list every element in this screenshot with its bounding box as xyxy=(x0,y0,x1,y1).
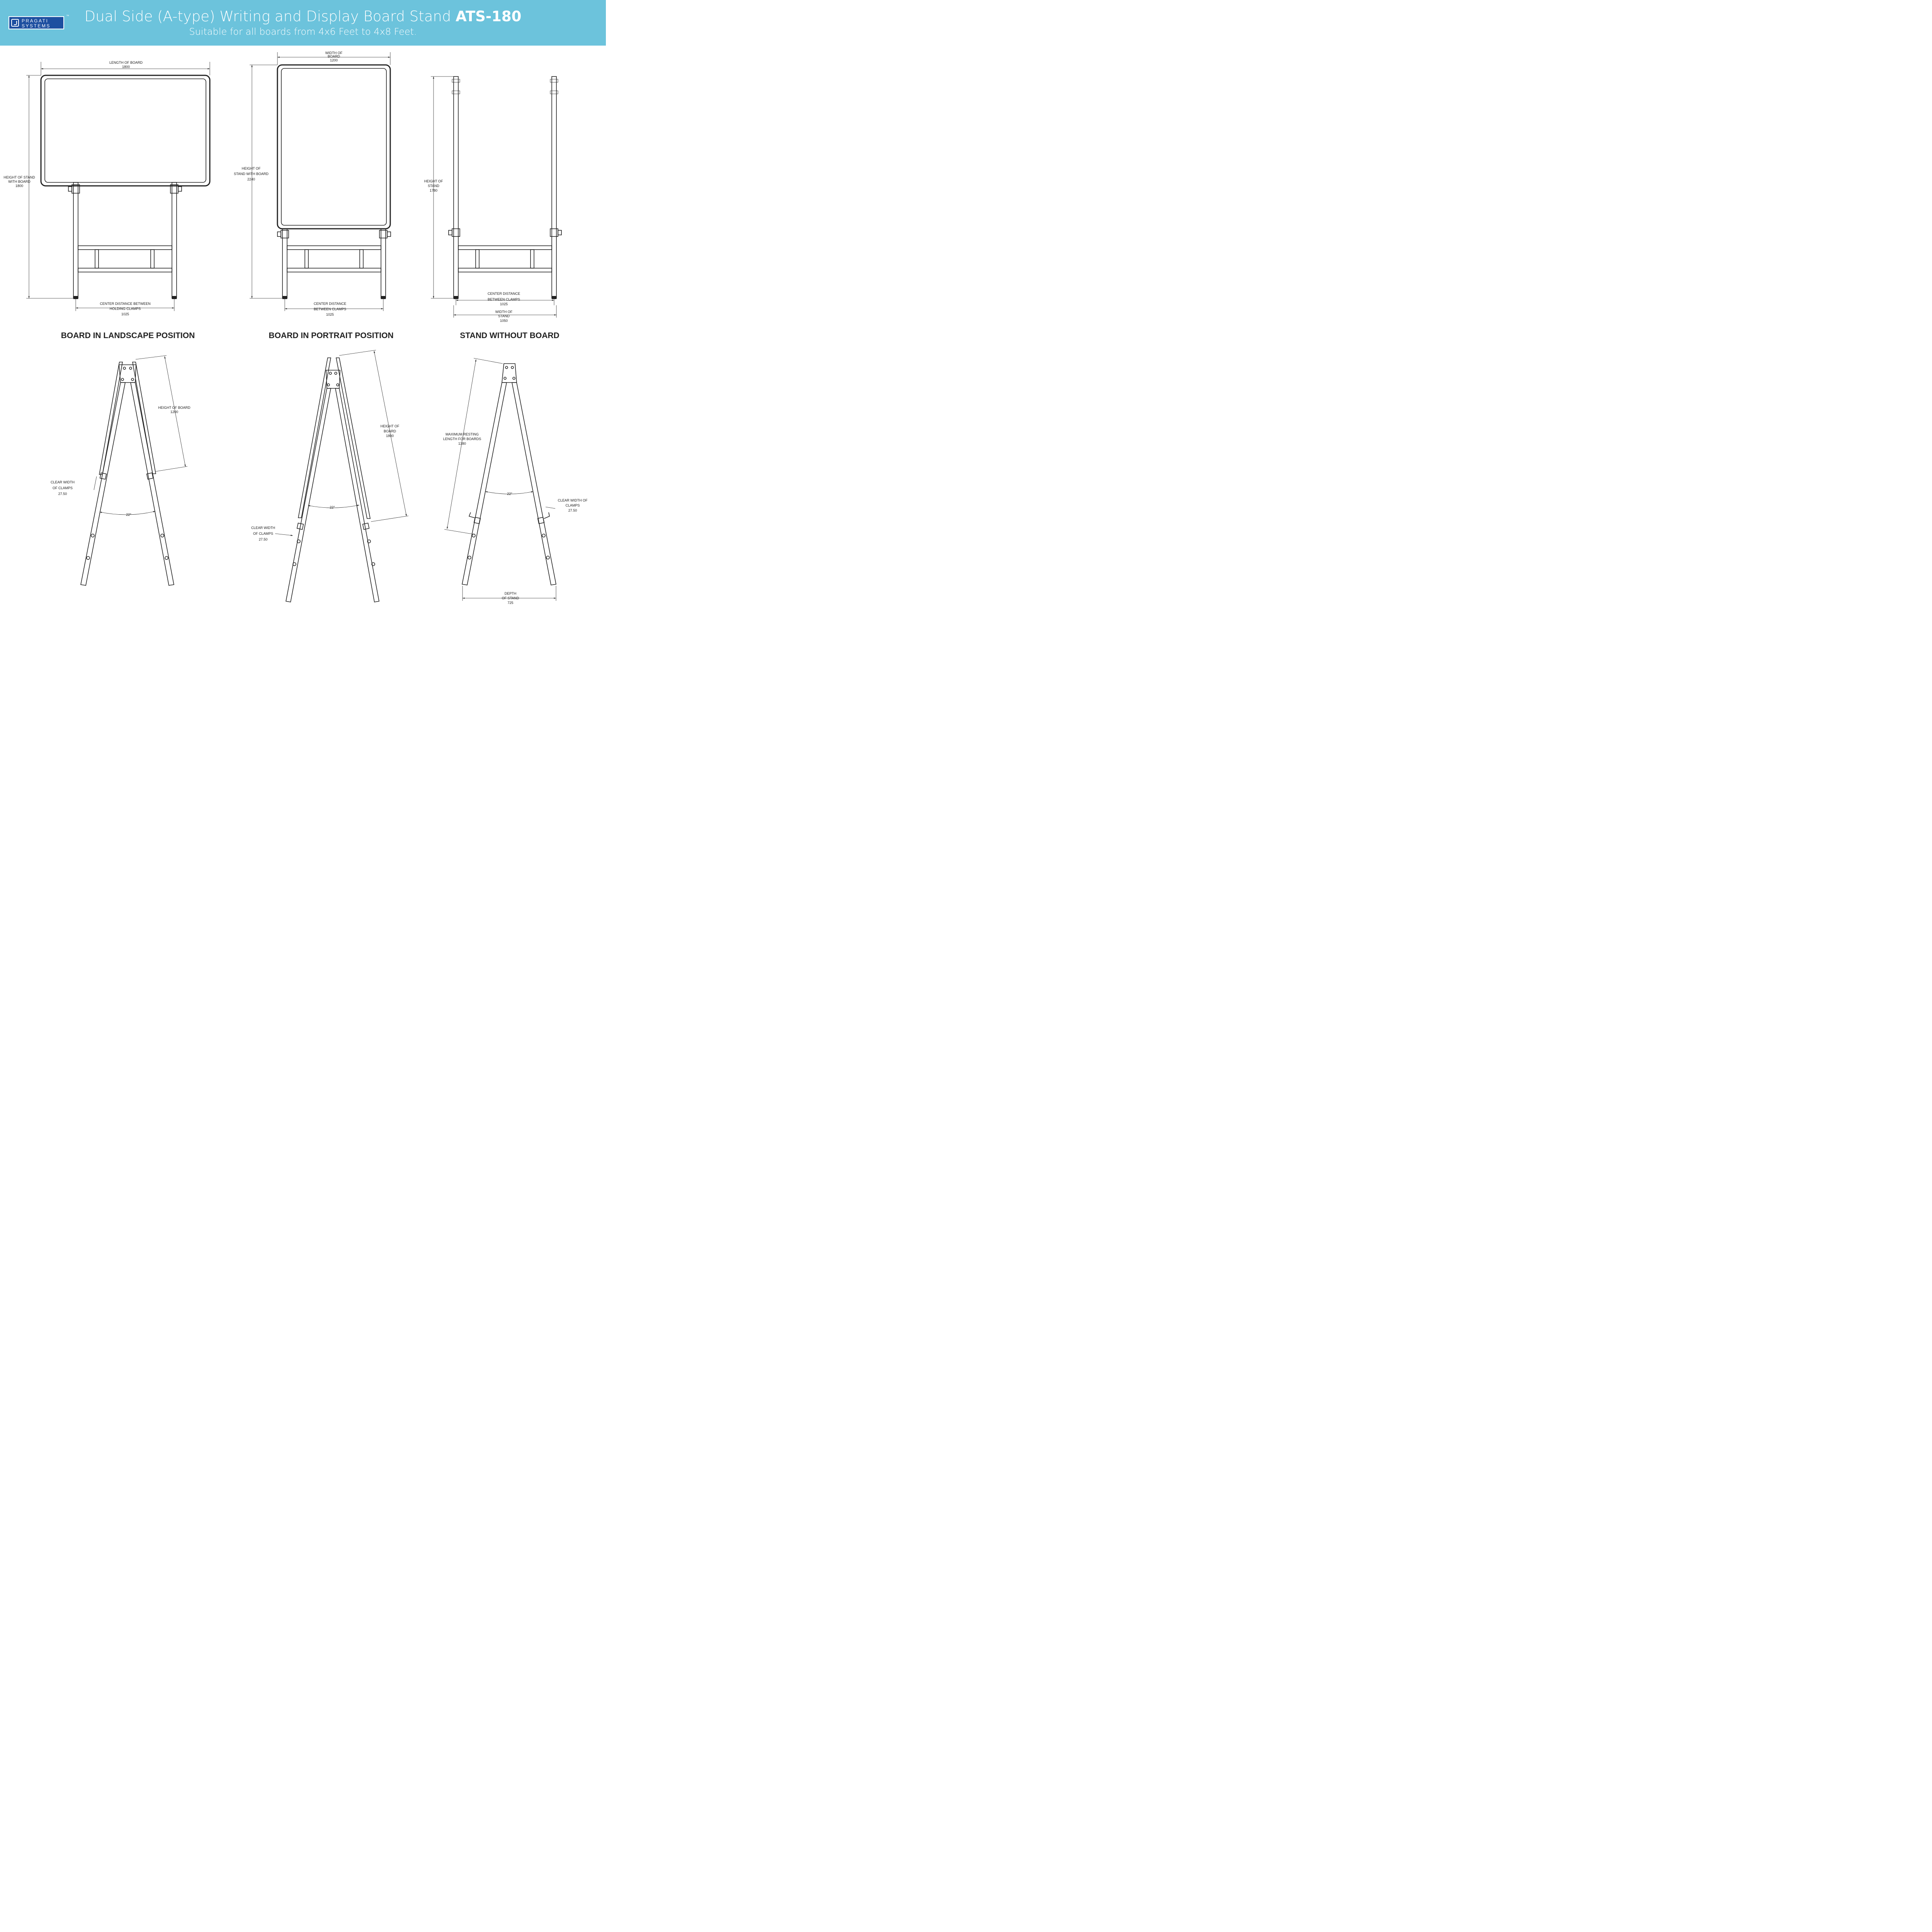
title-main: Dual Side (A-type) Writing and Display Board Stand xyxy=(84,8,451,25)
landscape-side-left-leg xyxy=(81,383,125,585)
stand-side-resting-label-1: MAXIMUM RESTING xyxy=(445,432,479,436)
landscape-center-label-2: HOLDING CLAMPS xyxy=(109,307,141,311)
stand-upper-crossbar xyxy=(458,246,552,250)
landscape-center-label-1: CENTER DISTANCE BETWEEN xyxy=(100,302,151,306)
stand-side-depth-label-1: DEPTH xyxy=(504,592,517,595)
landscape-right-knob xyxy=(178,187,182,191)
stand-right-post xyxy=(552,77,556,298)
page-subtitle: Suitable for all boards from 4x6 Feet to 4x8 Feet. xyxy=(189,26,417,37)
portrait-right-brace xyxy=(360,250,363,268)
portrait-side-right-clamp xyxy=(363,523,369,530)
portrait-right-clamp xyxy=(379,230,387,238)
stand-side-clamp-label-2: CLAMPS xyxy=(565,503,580,507)
portrait-side-clamp-label-2: OF CLAMPS xyxy=(253,532,274,536)
landscape-length-label: LENGTH OF BOARD xyxy=(109,61,143,65)
landscape-side-clamp-label-2: OF CLAMPS xyxy=(52,486,73,490)
stand-height-value: 1780 xyxy=(429,189,438,192)
portrait-side-clamp-label-1: CLEAR WIDTH xyxy=(251,526,276,530)
portrait-side-angle: 22° xyxy=(330,505,335,509)
portrait-width-label-1: WIDTH OF xyxy=(325,51,343,55)
portrait-width-value: 1200 xyxy=(330,58,338,62)
portrait-side-view xyxy=(251,350,408,602)
portrait-side-board-height-label-2: BOARD xyxy=(383,429,396,433)
landscape-left-brace xyxy=(95,250,99,268)
portrait-side-right-leg xyxy=(335,388,379,602)
stand-width-label-2: STAND xyxy=(498,314,510,318)
stand-side-depth-value: 725 xyxy=(507,601,514,605)
stand-center-label-1: CENTER DISTANCE xyxy=(487,292,520,296)
header-banner xyxy=(0,0,606,46)
stand-center-value: 1025 xyxy=(500,302,508,306)
portrait-height-label-2: STAND WITH BOARD xyxy=(234,172,269,176)
stand-lower-crossbar xyxy=(458,268,552,272)
stand-side-resting-value: 1380 xyxy=(458,442,466,446)
landscape-lower-crossbar xyxy=(78,268,172,272)
portrait-height-label-1: HEIGHT OF xyxy=(242,167,261,170)
portrait-height-value: 2240 xyxy=(247,177,255,181)
portrait-center-label-2: BETWEEN CLAMPS xyxy=(313,307,347,311)
portrait-left-post xyxy=(282,229,287,298)
portrait-side-right-board xyxy=(336,358,370,519)
portrait-width-label-2: BOARD xyxy=(327,54,340,58)
brand-line-1: PRAGATI xyxy=(22,18,49,24)
stand-right-top-pin-2 xyxy=(550,91,558,94)
stand-side-left-leg xyxy=(462,383,507,585)
title-model: ATS-180 xyxy=(456,8,522,25)
landscape-right-brace xyxy=(151,250,154,268)
stand-right-clamp xyxy=(550,229,558,236)
portrait-side-board-height-dimension xyxy=(374,351,406,516)
stand-left-top-pin xyxy=(452,79,460,82)
landscape-left-knob xyxy=(68,187,72,191)
stand-left-clamp xyxy=(452,229,460,236)
stand-side-depth-label-2: OF STAND xyxy=(502,596,519,600)
stand-height-label-2: STAND xyxy=(428,184,439,188)
portrait-side-left-leg xyxy=(286,388,331,602)
portrait-side-clamp-value: 27.50 xyxy=(259,537,268,541)
portrait-board-frame xyxy=(277,65,390,229)
portrait-left-brace xyxy=(305,250,308,268)
landscape-board-surface xyxy=(45,79,206,182)
landscape-side-clamp-value: 27.50 xyxy=(58,492,67,496)
landscape-side-board-height-label: HEIGHT OF BOARD xyxy=(158,406,190,410)
stand-side-angle: 22° xyxy=(507,492,512,496)
stand-side-resting-label-2: LENGTH FOR BOARDS xyxy=(443,437,481,441)
portrait-left-knob xyxy=(277,232,281,236)
landscape-height-value: 1800 xyxy=(15,184,24,188)
portrait-right-knob xyxy=(387,232,391,236)
stand-right-brace xyxy=(531,250,534,268)
stand-side-view xyxy=(443,358,588,605)
stand-left-top-pin-2 xyxy=(452,91,460,94)
landscape-board-frame xyxy=(41,75,210,186)
stand-width-value: 1050 xyxy=(500,319,508,323)
portrait-lower-crossbar xyxy=(287,268,381,272)
technical-drawing xyxy=(0,46,606,606)
portrait-side-left-board xyxy=(298,358,331,518)
landscape-height-label-2: WITH BOARD xyxy=(8,180,31,184)
stand-side-clamp-label-1: CLEAR WIDTH OF xyxy=(558,498,588,502)
portrait-caption: BOARD IN PORTRAIT POSITION xyxy=(269,331,394,340)
landscape-side-angle: 22° xyxy=(126,513,131,517)
portrait-left-clamp xyxy=(281,230,289,238)
portrait-side-board-height-value: 1800 xyxy=(386,434,394,438)
stand-left-brace xyxy=(476,250,479,268)
stand-side-right-leg xyxy=(512,383,556,585)
portrait-front-view xyxy=(234,51,394,340)
portrait-board-surface xyxy=(281,68,386,225)
portrait-right-post xyxy=(381,229,386,298)
trademark-symbol: ™ xyxy=(66,14,69,18)
stand-center-label-2: BETWEEN CLAMPS xyxy=(487,298,520,301)
landscape-side-board-height-value: 1200 xyxy=(170,410,179,414)
stand-height-label-1: HEIGHT OF xyxy=(424,179,443,183)
stand-right-top-pin xyxy=(550,79,558,82)
landscape-side-right-leg xyxy=(131,383,174,585)
landscape-side-right-board xyxy=(133,362,156,474)
stand-left-post xyxy=(454,77,458,298)
portrait-center-value: 1025 xyxy=(326,313,334,316)
portrait-upper-crossbar xyxy=(287,246,381,250)
landscape-side-clamp-label-1: CLEAR WIDTH xyxy=(50,480,75,484)
portrait-center-label-1: CENTER DISTANCE xyxy=(313,302,347,306)
landscape-center-value: 1025 xyxy=(121,312,129,316)
landscape-front-view xyxy=(3,61,210,340)
portrait-side-board-height-label-1: HEIGHT OF xyxy=(380,424,400,428)
stand-caption: STAND WITHOUT BOARD xyxy=(460,331,560,340)
stand-width-label-1: WIDTH OF xyxy=(495,310,513,314)
landscape-side-left-clamp xyxy=(100,473,107,480)
landscape-height-label-1: HEIGHT OF STAND xyxy=(3,175,35,179)
landscape-right-post xyxy=(172,182,177,298)
landscape-length-value: 1800 xyxy=(122,65,130,69)
stand-side-clamp-value: 27.50 xyxy=(568,509,577,512)
landscape-side-right-clamp xyxy=(147,473,153,480)
landscape-side-view xyxy=(51,355,190,585)
landscape-caption: BOARD IN LANDSCAPE POSITION xyxy=(61,331,195,340)
stand-right-knob xyxy=(558,230,561,235)
stand-front-view xyxy=(424,77,561,340)
brand-line-2: SYSTEMS xyxy=(22,23,51,29)
page-title xyxy=(0,9,606,25)
landscape-upper-crossbar xyxy=(78,246,172,250)
landscape-left-post xyxy=(73,182,78,298)
stand-side-top-plate xyxy=(502,364,517,383)
stand-left-knob xyxy=(449,230,452,235)
